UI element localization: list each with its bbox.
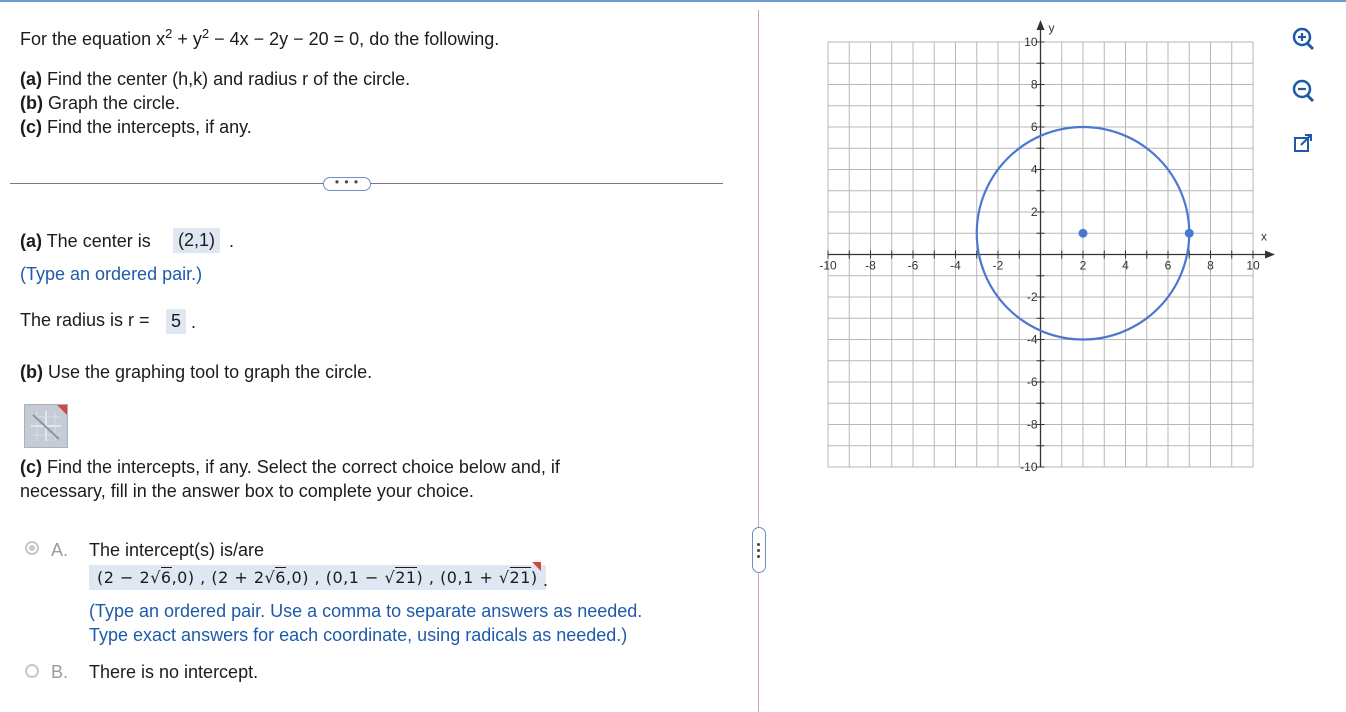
x-tick-label: -10 <box>819 258 837 273</box>
option-a-text: The intercept(s) is/are <box>89 540 265 560</box>
popout-icon <box>1291 131 1315 155</box>
problem-part-b: (b) Graph the circle. <box>20 93 181 113</box>
zoom-in-button[interactable] <box>1288 24 1318 54</box>
radius-answer-box[interactable]: 5 <box>166 309 186 334</box>
top-border <box>0 0 1346 2</box>
zoom-out-button[interactable] <box>1288 76 1318 106</box>
y-tick-label: 8 <box>1030 77 1038 92</box>
graph-point <box>1079 229 1088 238</box>
option-a-letter: A. <box>51 540 69 560</box>
y-tick-label: -2 <box>1026 290 1038 304</box>
x-tick-label: 6 <box>1164 258 1172 273</box>
y-tick-label: -4 <box>1026 332 1038 347</box>
y-tick-label: 10 <box>1024 35 1038 49</box>
option-a-hint-line2: Type exact answers for each coordinate, using radicals as needed.) <box>89 625 628 645</box>
problem-equation: For the equation $x^2 + y^2 - 4x - 2y - 20 = 0$, do the following. <box>20 26 500 49</box>
center-period: . <box>229 231 235 251</box>
option-b-radio[interactable] <box>25 664 39 678</box>
x-tick-label: 4 <box>1122 258 1129 273</box>
graphing-tool-button[interactable] <box>24 404 68 448</box>
y-axis-arrow <box>1037 20 1045 30</box>
y-axis-label: y <box>1048 21 1055 35</box>
radius-period: . <box>191 312 197 332</box>
graph-point <box>1185 229 1194 238</box>
center-answer-box[interactable]: (2,1) <box>173 228 220 253</box>
y-tick-label: -8 <box>1026 417 1038 432</box>
panel-resize-handle[interactable] <box>752 527 766 573</box>
radius-label: The radius is r = <box>20 310 150 330</box>
panel-divider <box>758 10 759 712</box>
intercept-prompt-line1: (c) Find the intercepts, if any. Select the correct choice below and, if <box>20 457 560 477</box>
x-tick-label: 8 <box>1207 258 1214 273</box>
option-b-text: There is no intercept. <box>89 662 259 682</box>
x-axis-label: x <box>1261 229 1267 244</box>
x-tick-label: -4 <box>950 258 961 273</box>
y-tick-label: -6 <box>1026 375 1038 389</box>
zoom-out-icon <box>1291 79 1315 103</box>
intercepts-answer-box[interactable]: (2 − 2√6,0) , (2 + 2√6,0) , (0,1 − √21) , (0,1 + √21) <box>89 565 546 590</box>
x-tick-label: 10 <box>1246 258 1260 273</box>
x-tick-label: 2 <box>1079 258 1087 273</box>
coordinate-graph[interactable] <box>805 20 1280 490</box>
y-tick-label: 2 <box>1030 205 1038 219</box>
x-axis-arrow <box>1265 251 1275 259</box>
intercept-prompt-line2: necessary, fill in the answer box to complete your choice. <box>20 481 474 501</box>
y-tick-label: 4 <box>1030 162 1038 177</box>
center-hint: (Type an ordered pair.) <box>20 264 203 284</box>
option-a-hint-line1: (Type an ordered pair. Use a comma to separate answers as needed. <box>89 601 643 621</box>
popout-button[interactable] <box>1288 128 1318 158</box>
answer-marker <box>532 562 541 571</box>
x-tick-label: -2 <box>992 258 1004 273</box>
option-b-letter: B. <box>51 662 69 682</box>
zoom-in-icon <box>1291 27 1315 51</box>
x-tick-label: -6 <box>907 258 919 273</box>
x-tick-label: -8 <box>865 258 876 273</box>
option-a-radio[interactable] <box>25 541 39 555</box>
y-tick-label: 6 <box>1030 120 1038 134</box>
more-button[interactable]: • • • <box>323 177 371 191</box>
problem-part-a: (a) Find the center (h,k) and radius r of the circle. <box>20 69 411 89</box>
graph-prompt: (b) Use the graphing tool to graph the circle. <box>20 362 373 382</box>
tool-marker <box>57 405 67 415</box>
intercepts-period: . <box>543 570 549 590</box>
problem-part-c: (c) Find the intercepts, if any. <box>20 117 252 137</box>
center-label: (a) The center is <box>20 231 151 251</box>
y-tick-label: -10 <box>1020 460 1038 474</box>
